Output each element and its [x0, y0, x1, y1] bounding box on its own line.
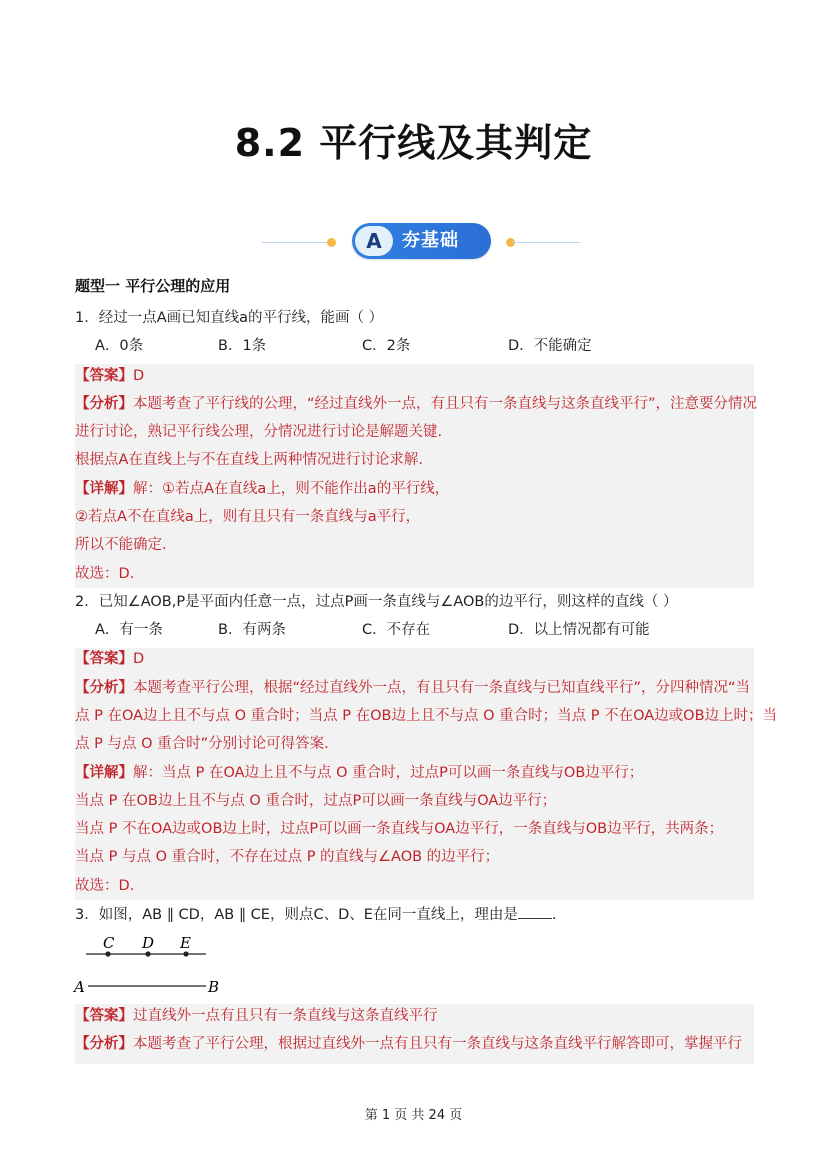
- q1-analysis-text-1: 本题考查了平行线的公理，“经过直线外一点，有且只有一条直线与这条直线平行”，注意要分情况: [133, 396, 758, 412]
- banner-label: 夯基础: [402, 230, 459, 251]
- q2-detail-4: 当点 P 与点 O 重合时，不存在过点 P 的直线与∠AOB 的边平行；: [75, 849, 500, 865]
- q2-answer: [75, 649, 144, 669]
- q1-option-d: D．不能确定: [508, 338, 592, 354]
- page-title: 8.2 平行线及其判定: [234, 121, 593, 165]
- q3-analysis-1: [75, 1034, 742, 1054]
- banner-line-right: [512, 242, 580, 243]
- q3-stem: [75, 904, 557, 925]
- q2-option-d: D．以上情况都有可能: [508, 622, 650, 638]
- q2-analysis-2: 点 P 在OA边上且不与点 O 重合时；当点 P 在OB边上且不与点 O 重合时；当点 P 不在OA边或OB边上时；当: [75, 708, 778, 724]
- q1-answer: [75, 366, 144, 386]
- q3-stem-end: .: [551, 907, 557, 923]
- q1-analysis-3: 根据点A在直线上与不在直线上两种情况进行讨论求解.: [75, 452, 424, 468]
- q3-label-c: C: [103, 934, 115, 952]
- banner-letter: A: [355, 226, 393, 256]
- q2-detail-tag: 【详解】: [75, 765, 133, 781]
- q2-analysis-tag: 【分析】: [75, 680, 133, 696]
- banner-dot-left: [327, 238, 336, 247]
- q1-detail-3: 所以不能确定.: [75, 537, 167, 553]
- banner-line-left: [262, 242, 336, 243]
- q3-label-d: D: [142, 934, 155, 952]
- q2-detail-5: 故选：D.: [75, 878, 135, 894]
- q2-option-c: C．不存在: [362, 622, 431, 638]
- q3-stem-text: 3．如图，AB ∥ CD，AB ∥ CE，则点C、D、E在同一直线上，理由是: [75, 907, 518, 923]
- q1-analysis-1: [75, 394, 757, 414]
- section-banner: [0, 222, 827, 262]
- q2-detail-3: 当点 P 不在OA边或OB边上时，过点P可以画一条直线与OA边平行，一条直线与OB边平行，共两条；: [75, 821, 724, 837]
- q3-answer: [75, 1006, 438, 1026]
- q1-detail-text-1: 解：①若点A在直线a上，则不能作出a的平行线，: [133, 481, 450, 497]
- q2-stem: 2．已知∠AOB,P是平面内任意一点，过点P画一条直线与∠AOB的边平行，则这样的直线（ ）: [75, 594, 678, 610]
- q2-detail-text-1: 解：当点 P 在OA边上且不与点 O 重合时，过点P可以画一条直线与OB边平行；: [133, 765, 644, 781]
- q2-answer-tag: 【答案】: [75, 651, 133, 667]
- q2-analysis-3: 点 P 与点 O 重合时”分别讨论可得答案.: [75, 736, 329, 752]
- q3-analysis-text-1: 本题考查了平行公理，根据过直线外一点有且只有一条直线与这条直线平行解答即可，掌握平行: [133, 1036, 742, 1052]
- q2-detail-1: [75, 763, 643, 783]
- section-heading: 题型一 平行公理的应用: [75, 277, 231, 295]
- q3-answer-blank: [518, 904, 552, 919]
- q1-option-b: B．1条: [218, 338, 267, 354]
- q3-figure: [70, 930, 230, 1000]
- q3-answer-value: 过直线外一点有且只有一条直线与这条直线平行: [133, 1008, 438, 1024]
- q1-stem: 1．经过一点A画已知直线a的平行线，能画（ ）: [75, 310, 384, 326]
- q3-point-c: [105, 951, 110, 956]
- q1-option-a: A．0条: [95, 338, 144, 354]
- q1-detail-tag: 【详解】: [75, 481, 133, 497]
- q3-label-b: B: [208, 978, 220, 996]
- q2-analysis-text-1: 本题考查平行公理，根据“经过直线外一点，有且只有一条直线与已知直线平行”，分四种情况“当: [133, 680, 751, 696]
- q2-analysis-1: [75, 678, 750, 698]
- q1-detail-4: 故选：D.: [75, 566, 135, 582]
- q3-point-e: [183, 951, 188, 956]
- q1-answer-tag: 【答案】: [75, 368, 133, 384]
- q3-point-d: [145, 951, 150, 956]
- q3-analysis-tag: 【分析】: [75, 1036, 133, 1052]
- q1-analysis-tag: 【分析】: [75, 396, 133, 412]
- q1-option-c: C．2条: [362, 338, 411, 354]
- q2-option-a: A．有一条: [95, 622, 163, 638]
- q2-answer-value: D: [133, 651, 145, 667]
- q3-answer-tag: 【答案】: [75, 1008, 133, 1024]
- q1-analysis-2: 进行讨论，熟记平行线公理，分情况进行讨论是解题关键.: [75, 424, 443, 440]
- q1-detail-2: ②若点A不在直线a上，则有且只有一条直线与a平行，: [75, 509, 421, 525]
- page-footer: 第 1 页 共 24 页: [364, 1108, 463, 1123]
- q3-label-a: A: [74, 978, 85, 996]
- q3-label-e: E: [180, 934, 191, 952]
- q1-detail-1: [75, 479, 449, 499]
- q2-detail-2: 当点 P 在OB边上且不与点 O 重合时，过点P可以画一条直线与OA边平行；: [75, 793, 557, 809]
- q2-option-b: B．有两条: [218, 622, 286, 638]
- q1-answer-value: D: [133, 368, 145, 384]
